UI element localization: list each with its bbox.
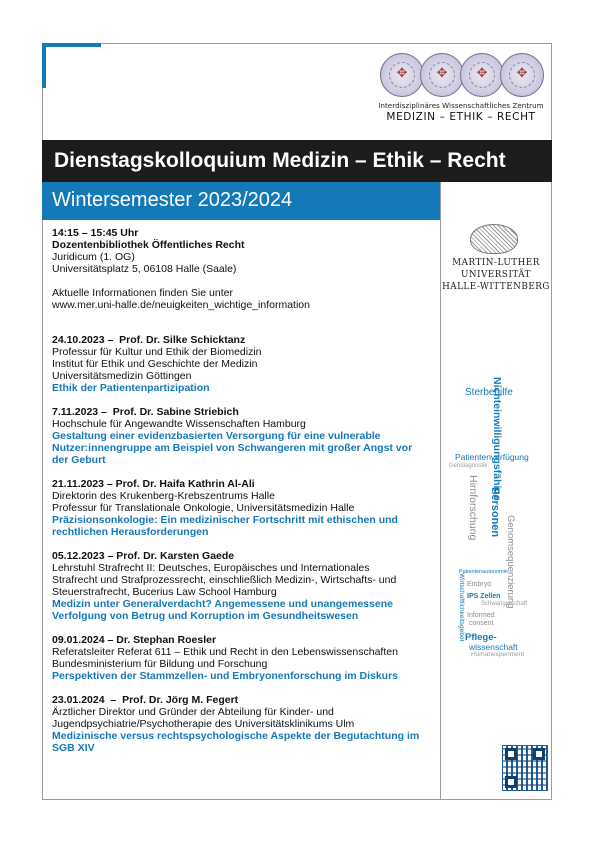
talk-date: 21.11.2023 <box>52 478 104 490</box>
talk-affiliation: Jugendpsychiatrie/Psychotherapie des Universitätsklinikums Ulm <box>52 718 355 730</box>
talk-affiliation: Bundesministerium für Bildung und Forschung <box>52 658 268 670</box>
talk-topic: Gestaltung einer evidenzbasierten Versorgung für eine vulnerable <box>52 430 381 442</box>
talk-date: 05.12.2023 <box>52 550 105 562</box>
word-cloud <box>441 375 551 675</box>
talk-topic: Medizin unter Generalverdacht? Angemessene und unangemessene <box>52 598 393 610</box>
talk-topic: Nutzer:innengruppe am Beispiel von Schwangeren mit großer Angst vor <box>52 442 413 454</box>
news-url[interactable]: www.mer.uni-halle.de/neuigkeiten_wichtige_information <box>52 299 310 311</box>
cloud-word: consent <box>469 620 494 627</box>
center-tagline: Interdisziplinäres Wissenschaftliches Zentrum <box>378 102 544 110</box>
talk-affiliation: Strafrecht und Strafprozessrecht, einschließlich Medizin-, Wirtschafts- und <box>52 574 397 586</box>
title-band <box>42 140 552 182</box>
talk-speaker: Dr. Stephan Roesler <box>116 634 217 646</box>
talk-affiliation: Hochschule für Angewandte Wissenschaften Hamburg <box>52 418 306 430</box>
talk-affiliation: Ärztlicher Direktor und Gründer der Abteilung für Kinder- und <box>52 706 334 718</box>
seal-4: ✥ <box>500 53 544 97</box>
seal-3: ✥ <box>460 53 504 97</box>
talk-topic: rechtlichen Herausforderungen <box>52 526 209 538</box>
talk-item <box>52 334 436 394</box>
talk-list <box>52 334 436 766</box>
cloud-word: Schwangerschaft <box>481 601 528 607</box>
talk-header <box>52 406 436 418</box>
talk-topic: Perspektiven der Stammzellen- und Embryonenforschung im Diskurs <box>52 670 399 682</box>
talk-speaker: Prof. Dr. Sabine Striebich <box>112 406 239 418</box>
talk-speaker: Prof. Dr. Jörg M. Fegert <box>122 694 239 706</box>
corner-accent-left <box>42 43 46 88</box>
seal-1: ✥ <box>380 53 424 97</box>
talk-item <box>52 406 436 466</box>
talk-item <box>52 478 436 538</box>
cloud-word: Embryo <box>467 581 492 588</box>
talk-affiliation: Professur für Translationale Onkologie, Universitätsmedizin Halle <box>52 502 355 514</box>
talk-speaker: Prof. Dr. Silke Schicktanz <box>119 334 246 346</box>
center-name: MEDIZIN – ETHIK – RECHT <box>386 111 536 123</box>
cloud-word: Humanexperiment <box>471 651 525 658</box>
corner-accent-top <box>42 43 101 47</box>
university-name-line: MARTIN-LUTHER <box>452 258 540 268</box>
talk-header <box>52 634 436 646</box>
talk-affiliation: Steuerstrafrecht, Bucerius Law School Hamburg <box>52 586 277 598</box>
talk-separator: – <box>98 406 113 418</box>
talk-affiliation: Referatsleiter Referat 611 – Ethik und Recht in den Lebenswissenschaften <box>52 646 398 658</box>
qr-finder <box>505 748 517 760</box>
qr-finder <box>505 776 517 788</box>
event-address: Universitätsplatz 5, 06108 Halle (Saale) <box>52 263 237 275</box>
talk-topic: Medizinische versus rechtspsychologische Aspekte der Begutachtung im <box>52 730 420 742</box>
cloud-word: Personen <box>489 487 501 538</box>
cloud-word: Wirtschaftlichkeitsgebot <box>458 573 465 642</box>
event-info <box>52 227 437 311</box>
talk-header <box>52 694 436 706</box>
talk-header <box>52 334 436 346</box>
center-seals-logo <box>380 53 544 99</box>
talk-topic: SGB XIV <box>52 742 95 754</box>
talk-topic: Präzisionsonkologie: Ein medizinischer Fortschritt mit ethischen und <box>52 514 398 526</box>
talk-separator: – <box>104 550 117 562</box>
university-name <box>441 257 551 293</box>
talk-affiliation: Institut für Ethik und Geschichte der Medizin <box>52 358 258 370</box>
seal-2: ✥ <box>420 53 464 97</box>
talk-header <box>52 478 436 490</box>
event-time: 14:15 – 15:45 Uhr <box>52 227 139 239</box>
cloud-word: Nichteinwilligungsfähige <box>491 377 503 501</box>
cloud-word: Patientenverfügung <box>455 452 529 462</box>
cloud-word: Informed <box>467 612 495 619</box>
news-label: Aktuelle Informationen finden Sie unter <box>52 287 233 299</box>
talk-separator: – <box>104 634 117 646</box>
page-title: Dienstagskolloquium Medizin – Ethik – Recht <box>54 149 506 172</box>
talk-date: 23.01.2024 <box>52 694 105 706</box>
event-building: Juridicum (1. OG) <box>52 251 135 263</box>
event-venue: Dozentenbibliothek Öffentliches Recht <box>52 239 245 251</box>
university-seal-logo <box>470 224 518 254</box>
cloud-word: Gendiagnostik <box>449 463 488 469</box>
cloud-word: Sterbehilfe <box>465 387 513 398</box>
talk-affiliation: Direktorin des Krukenberg-Krebszentrums Halle <box>52 490 275 502</box>
talk-affiliation: Lehrstuhl Strafrecht II: Deutsches, Europäisches und Internationales <box>52 562 370 574</box>
qr-code[interactable] <box>502 745 548 791</box>
cloud-word: wissenschaft <box>469 642 518 652</box>
talk-date: 24.10.2023 <box>52 334 105 346</box>
talk-speaker: Prof. Dr. Haifa Kathrin Al-Ali <box>115 478 255 490</box>
university-name-line: UNIVERSITÄT <box>460 270 532 280</box>
talk-header <box>52 550 436 562</box>
talk-affiliation: Professur für Kultur und Ethik der Biomedizin <box>52 346 262 358</box>
university-name-line: HALLE-WITTENBERG <box>442 282 550 292</box>
talk-affiliation: Universitätsmedizin Göttingen <box>52 370 192 382</box>
semester-title: Wintersemester 2023/2024 <box>52 189 293 211</box>
semester-band <box>42 182 440 220</box>
talk-topic: Verfolgung von Betrug und Korruption im Gesundheitswesen <box>52 610 359 622</box>
talk-separator: – <box>104 694 123 706</box>
talk-item <box>52 634 436 682</box>
talk-date: 7.11.2023 <box>52 406 99 418</box>
talk-date: 09.01.2024 <box>52 634 105 646</box>
talk-separator: – <box>103 478 116 490</box>
cloud-word: Hirnforschung <box>467 475 479 541</box>
talk-item <box>52 550 436 622</box>
talk-topic: Ethik der Patientenpartizipation <box>52 382 210 394</box>
cloud-word: Genomsequenzierung <box>505 515 516 609</box>
talk-item <box>52 694 436 754</box>
talk-speaker: Prof. Dr. Karsten Gaede <box>116 550 235 562</box>
talk-separator: – <box>104 334 120 346</box>
cloud-word: Pflege- <box>465 632 497 643</box>
cloud-word: Patientenautonomie <box>459 569 508 575</box>
qr-finder <box>533 748 545 760</box>
talk-topic: der Geburt <box>52 454 106 466</box>
cloud-word: IPS Zellen <box>467 593 501 600</box>
